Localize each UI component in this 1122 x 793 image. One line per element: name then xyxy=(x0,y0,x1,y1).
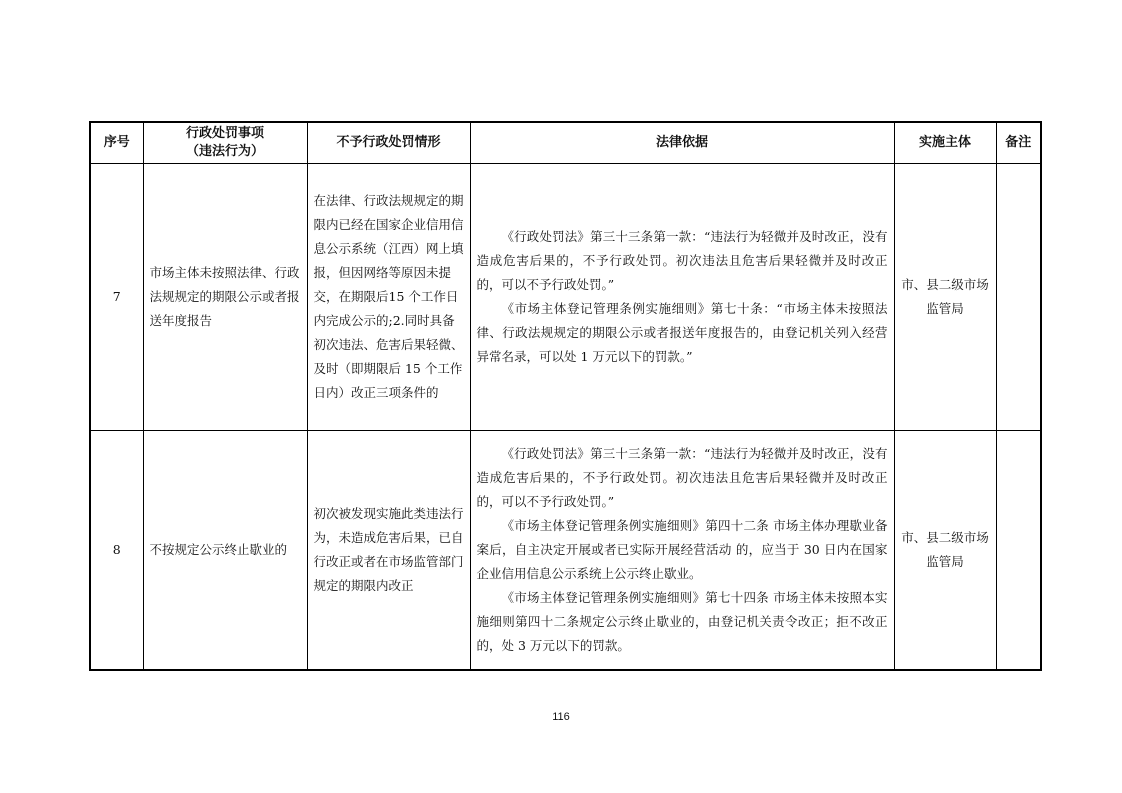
regulation-table xyxy=(89,121,1042,671)
cell-exempt: 初次被发现实施此类违法行为，未造成危害后果，已自行改正或者在市场监管部门规定的期限内改正 xyxy=(307,431,470,671)
cell-seq: 8 xyxy=(90,431,143,671)
cell-remark xyxy=(996,164,1041,431)
cell-matter: 不按规定公示终止歇业的 xyxy=(143,431,307,671)
header-matter-line1: 行政处罚事项 xyxy=(185,126,264,141)
header-basis: 法律依据 xyxy=(470,122,894,164)
cell-matter: 市场主体未按照法律、行政法规规定的期限公示或者报送年度报告 xyxy=(143,164,307,431)
cell-subject: 市、县二级市场监管局 xyxy=(894,431,996,671)
header-row xyxy=(90,122,1041,164)
header-matter-line2: （违法行为） xyxy=(185,144,264,159)
table-row xyxy=(90,164,1041,431)
header-seq: 序号 xyxy=(90,122,143,164)
header-matter xyxy=(143,122,307,164)
cell-exempt: 在法律、行政法规规定的期限内已经在国家企业信用信息公示系统（江西）网上填报，但因网络等原因未提交，在期限后15 个工作日内完成公示的;2.同时具备初次违法、危害后果轻微、及时（即期限后 15 个工作日内）改正三项条件的 xyxy=(307,164,470,431)
cell-basis xyxy=(470,164,894,431)
basis-paragraph: 《市场主体登记管理条例实施细则》第七十条：“市场主体未按照法律、行政法规规定的期限公示或者报送年度报告的，由登记机关列入经营异常名录，可以处 1 万元以下的罚款。” xyxy=(476,301,888,364)
page-number: 116 xyxy=(552,711,570,723)
basis-paragraph: 《市场主体登记管理条例实施细则》第四十二条 市场主体办理歇业备案后，自主决定开展或者已实际开展经营活动 的，应当于 30 日内在国家企业信用信息公示系统上公示终止歇业。 xyxy=(476,518,888,581)
header-exempt: 不予行政处罚情形 xyxy=(307,122,470,164)
header-remark: 备注 xyxy=(996,122,1041,164)
basis-paragraph: 《行政处罚法》第三十三条第一款：“违法行为轻微并及时改正，没有造成危害后果的，不予行政处罚。初次违法且危害后果轻微并及时改正的，可以不予行政处罚。” xyxy=(476,446,888,509)
basis-paragraph: 《行政处罚法》第三十三条第一款：“违法行为轻微并及时改正，没有造成危害后果的，不予行政处罚。初次违法且危害后果轻微并及时改正的，可以不予行政处罚。” xyxy=(476,229,888,292)
table-row xyxy=(90,431,1041,671)
basis-paragraph: 《市场主体登记管理条例实施细则》第七十四条 市场主体未按照本实施细则第四十二条规定公示终止歇业的，由登记机关责令改正；拒不改正的，处 3 万元以下的罚款。 xyxy=(476,590,888,653)
cell-subject: 市、县二级市场监管局 xyxy=(894,164,996,431)
cell-basis xyxy=(470,431,894,671)
cell-seq: 7 xyxy=(90,164,143,431)
header-subject: 实施主体 xyxy=(894,122,996,164)
cell-remark xyxy=(996,431,1041,671)
